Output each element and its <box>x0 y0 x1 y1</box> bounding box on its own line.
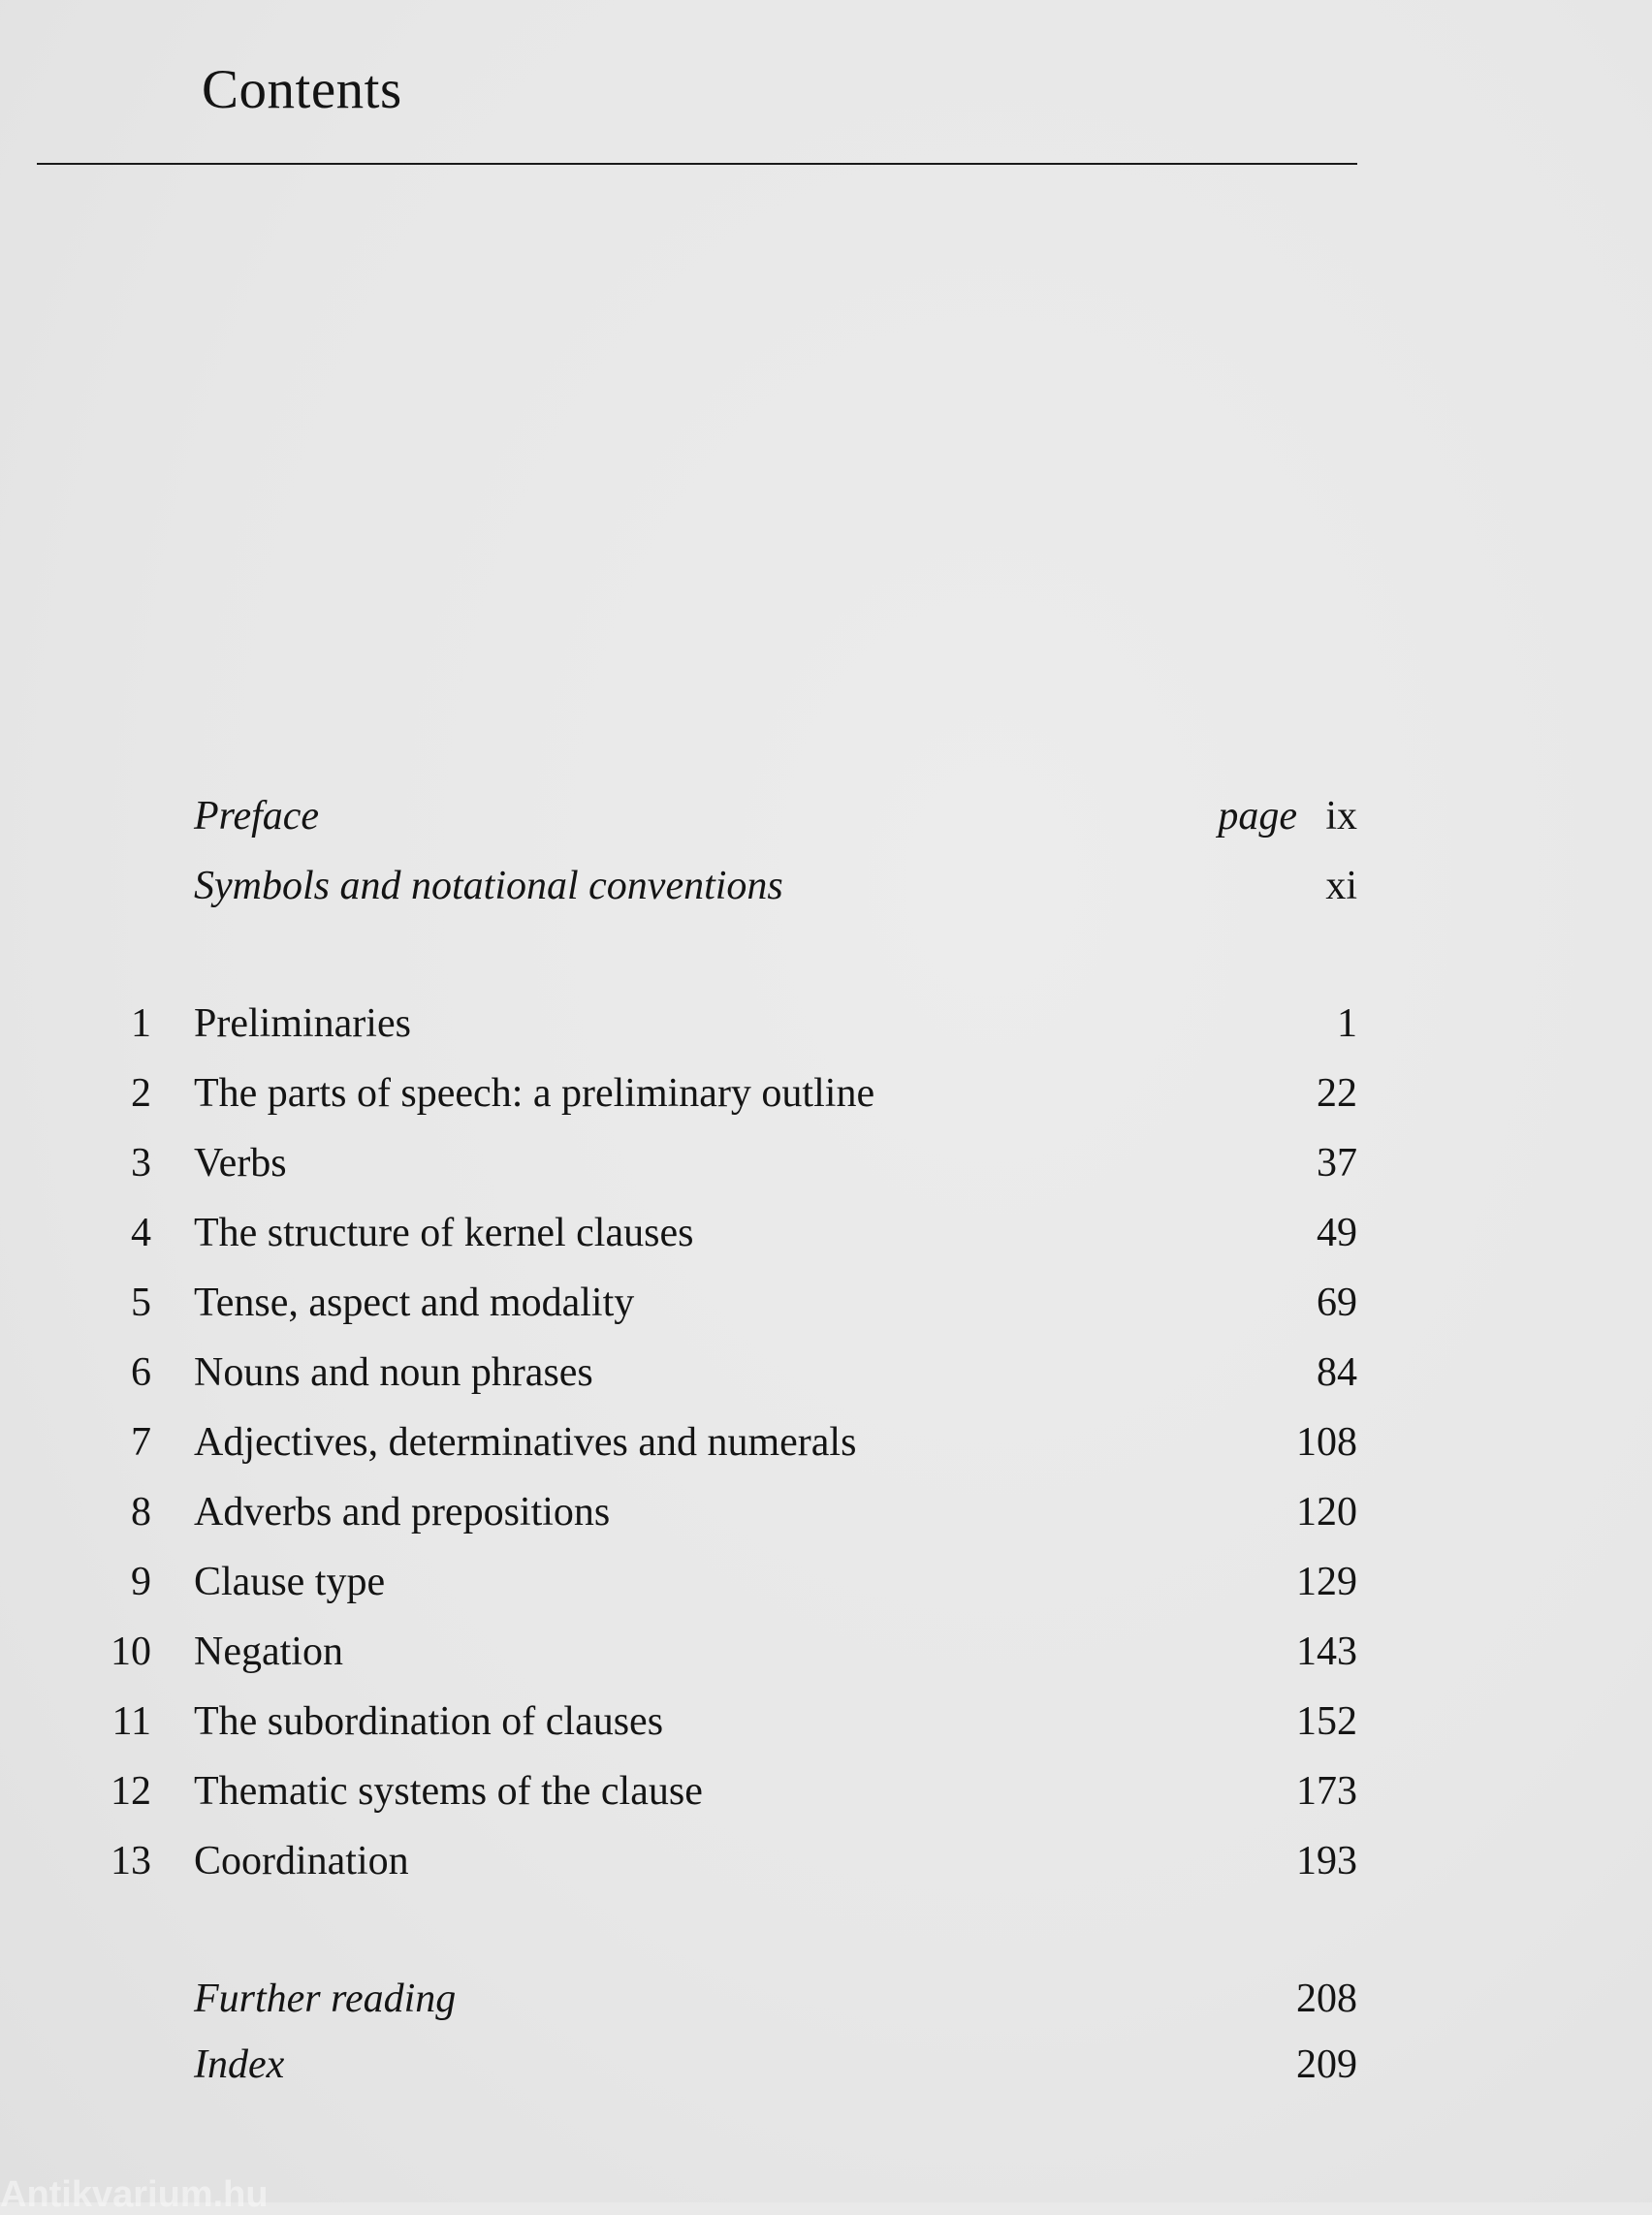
toc-chapter-title: Verbs <box>194 1141 287 1186</box>
page-title: Contents <box>202 59 402 120</box>
toc-entry-title: Symbols and notational conventions <box>194 864 783 908</box>
toc-chapter-number: 10 <box>111 1630 151 1674</box>
toc-chapter-page: 84 <box>1317 1350 1357 1395</box>
toc-entry-title: Preface <box>194 794 320 839</box>
title-rule <box>37 163 1357 165</box>
toc-chapter-title: Negation <box>194 1630 343 1674</box>
toc-chapter-number: 1 <box>131 1001 151 1046</box>
toc-chapter-page: 108 <box>1296 1420 1357 1465</box>
toc-chapter-page: 129 <box>1296 1560 1357 1604</box>
toc-chapter-page: 1 <box>1337 1001 1357 1046</box>
toc-entry-symbols <box>0 859 1652 913</box>
toc-chapter-title: Thematic systems of the clause <box>194 1769 703 1814</box>
toc-entry-preface <box>0 789 1652 843</box>
toc-chapter-page: 69 <box>1317 1281 1357 1325</box>
toc-chapter <box>0 1066 1652 1121</box>
toc-chapter-number: 2 <box>131 1071 151 1116</box>
toc-chapter-page: 173 <box>1296 1769 1357 1814</box>
toc-entry-page: 208 <box>1296 1977 1357 2021</box>
toc-chapter-page: 193 <box>1296 1839 1357 1883</box>
toc-chapter-number: 5 <box>131 1281 151 1325</box>
toc-chapter-page: 152 <box>1296 1699 1357 1744</box>
toc-chapter-number: 6 <box>131 1350 151 1395</box>
toc-chapter <box>0 1834 1652 1888</box>
toc-chapter <box>0 1764 1652 1819</box>
toc-page-prefix: page <box>1218 794 1297 839</box>
toc-chapter-page: 37 <box>1317 1141 1357 1186</box>
toc-entry-page: 209 <box>1296 2042 1357 2087</box>
toc-chapter-number: 4 <box>131 1211 151 1255</box>
toc-chapter-number: 7 <box>131 1420 151 1465</box>
toc-chapter-number: 8 <box>131 1490 151 1535</box>
toc-chapter <box>0 1555 1652 1609</box>
toc-chapter-page: 22 <box>1317 1071 1357 1116</box>
toc-chapter-page: 49 <box>1317 1211 1357 1255</box>
toc-chapter-number: 12 <box>111 1769 151 1814</box>
toc-chapter-title: The subordination of clauses <box>194 1699 664 1744</box>
toc-chapter-number: 11 <box>111 1699 151 1744</box>
toc-chapter-title: The parts of speech: a preliminary outline <box>194 1071 875 1116</box>
toc-chapter-title: Preliminaries <box>194 1001 411 1046</box>
toc-entry-title: Index <box>194 2042 285 2087</box>
toc-chapter <box>0 1206 1652 1260</box>
toc-chapter-title: Adverbs and prepositions <box>194 1490 611 1535</box>
toc-chapter <box>0 1625 1652 1679</box>
toc-chapter <box>0 1345 1652 1400</box>
toc-chapter-title: Adjectives, determinatives and numerals <box>194 1420 857 1465</box>
toc-chapter-number: 3 <box>131 1141 151 1186</box>
toc-chapter <box>0 1136 1652 1190</box>
toc-chapter-title: Clause type <box>194 1560 386 1604</box>
toc-chapter-title: Tense, aspect and modality <box>194 1281 635 1325</box>
toc-entry-index <box>0 2038 1652 2092</box>
toc-chapter <box>0 1415 1652 1470</box>
toc-chapter-title: The structure of kernel clauses <box>194 1211 694 1255</box>
toc-entry-further-reading <box>0 1972 1652 2026</box>
toc-entry-title: Further reading <box>194 1977 457 2021</box>
toc-chapter <box>0 1276 1652 1330</box>
toc-chapter <box>0 997 1652 1051</box>
toc-chapter-page: 143 <box>1296 1630 1357 1674</box>
toc-chapter-number: 13 <box>111 1839 151 1883</box>
toc-chapter-title: Nouns and noun phrases <box>194 1350 593 1395</box>
toc-chapter <box>0 1485 1652 1539</box>
toc-chapter-page: 120 <box>1296 1490 1357 1535</box>
toc-chapter-number: 9 <box>131 1560 151 1604</box>
toc-entry-page: ix <box>1325 794 1357 839</box>
watermark: Antikvarium.hu <box>0 2174 269 2215</box>
toc-chapter <box>0 1694 1652 1749</box>
toc-entry-page: xi <box>1325 864 1357 908</box>
toc-chapter-title: Coordination <box>194 1839 409 1883</box>
